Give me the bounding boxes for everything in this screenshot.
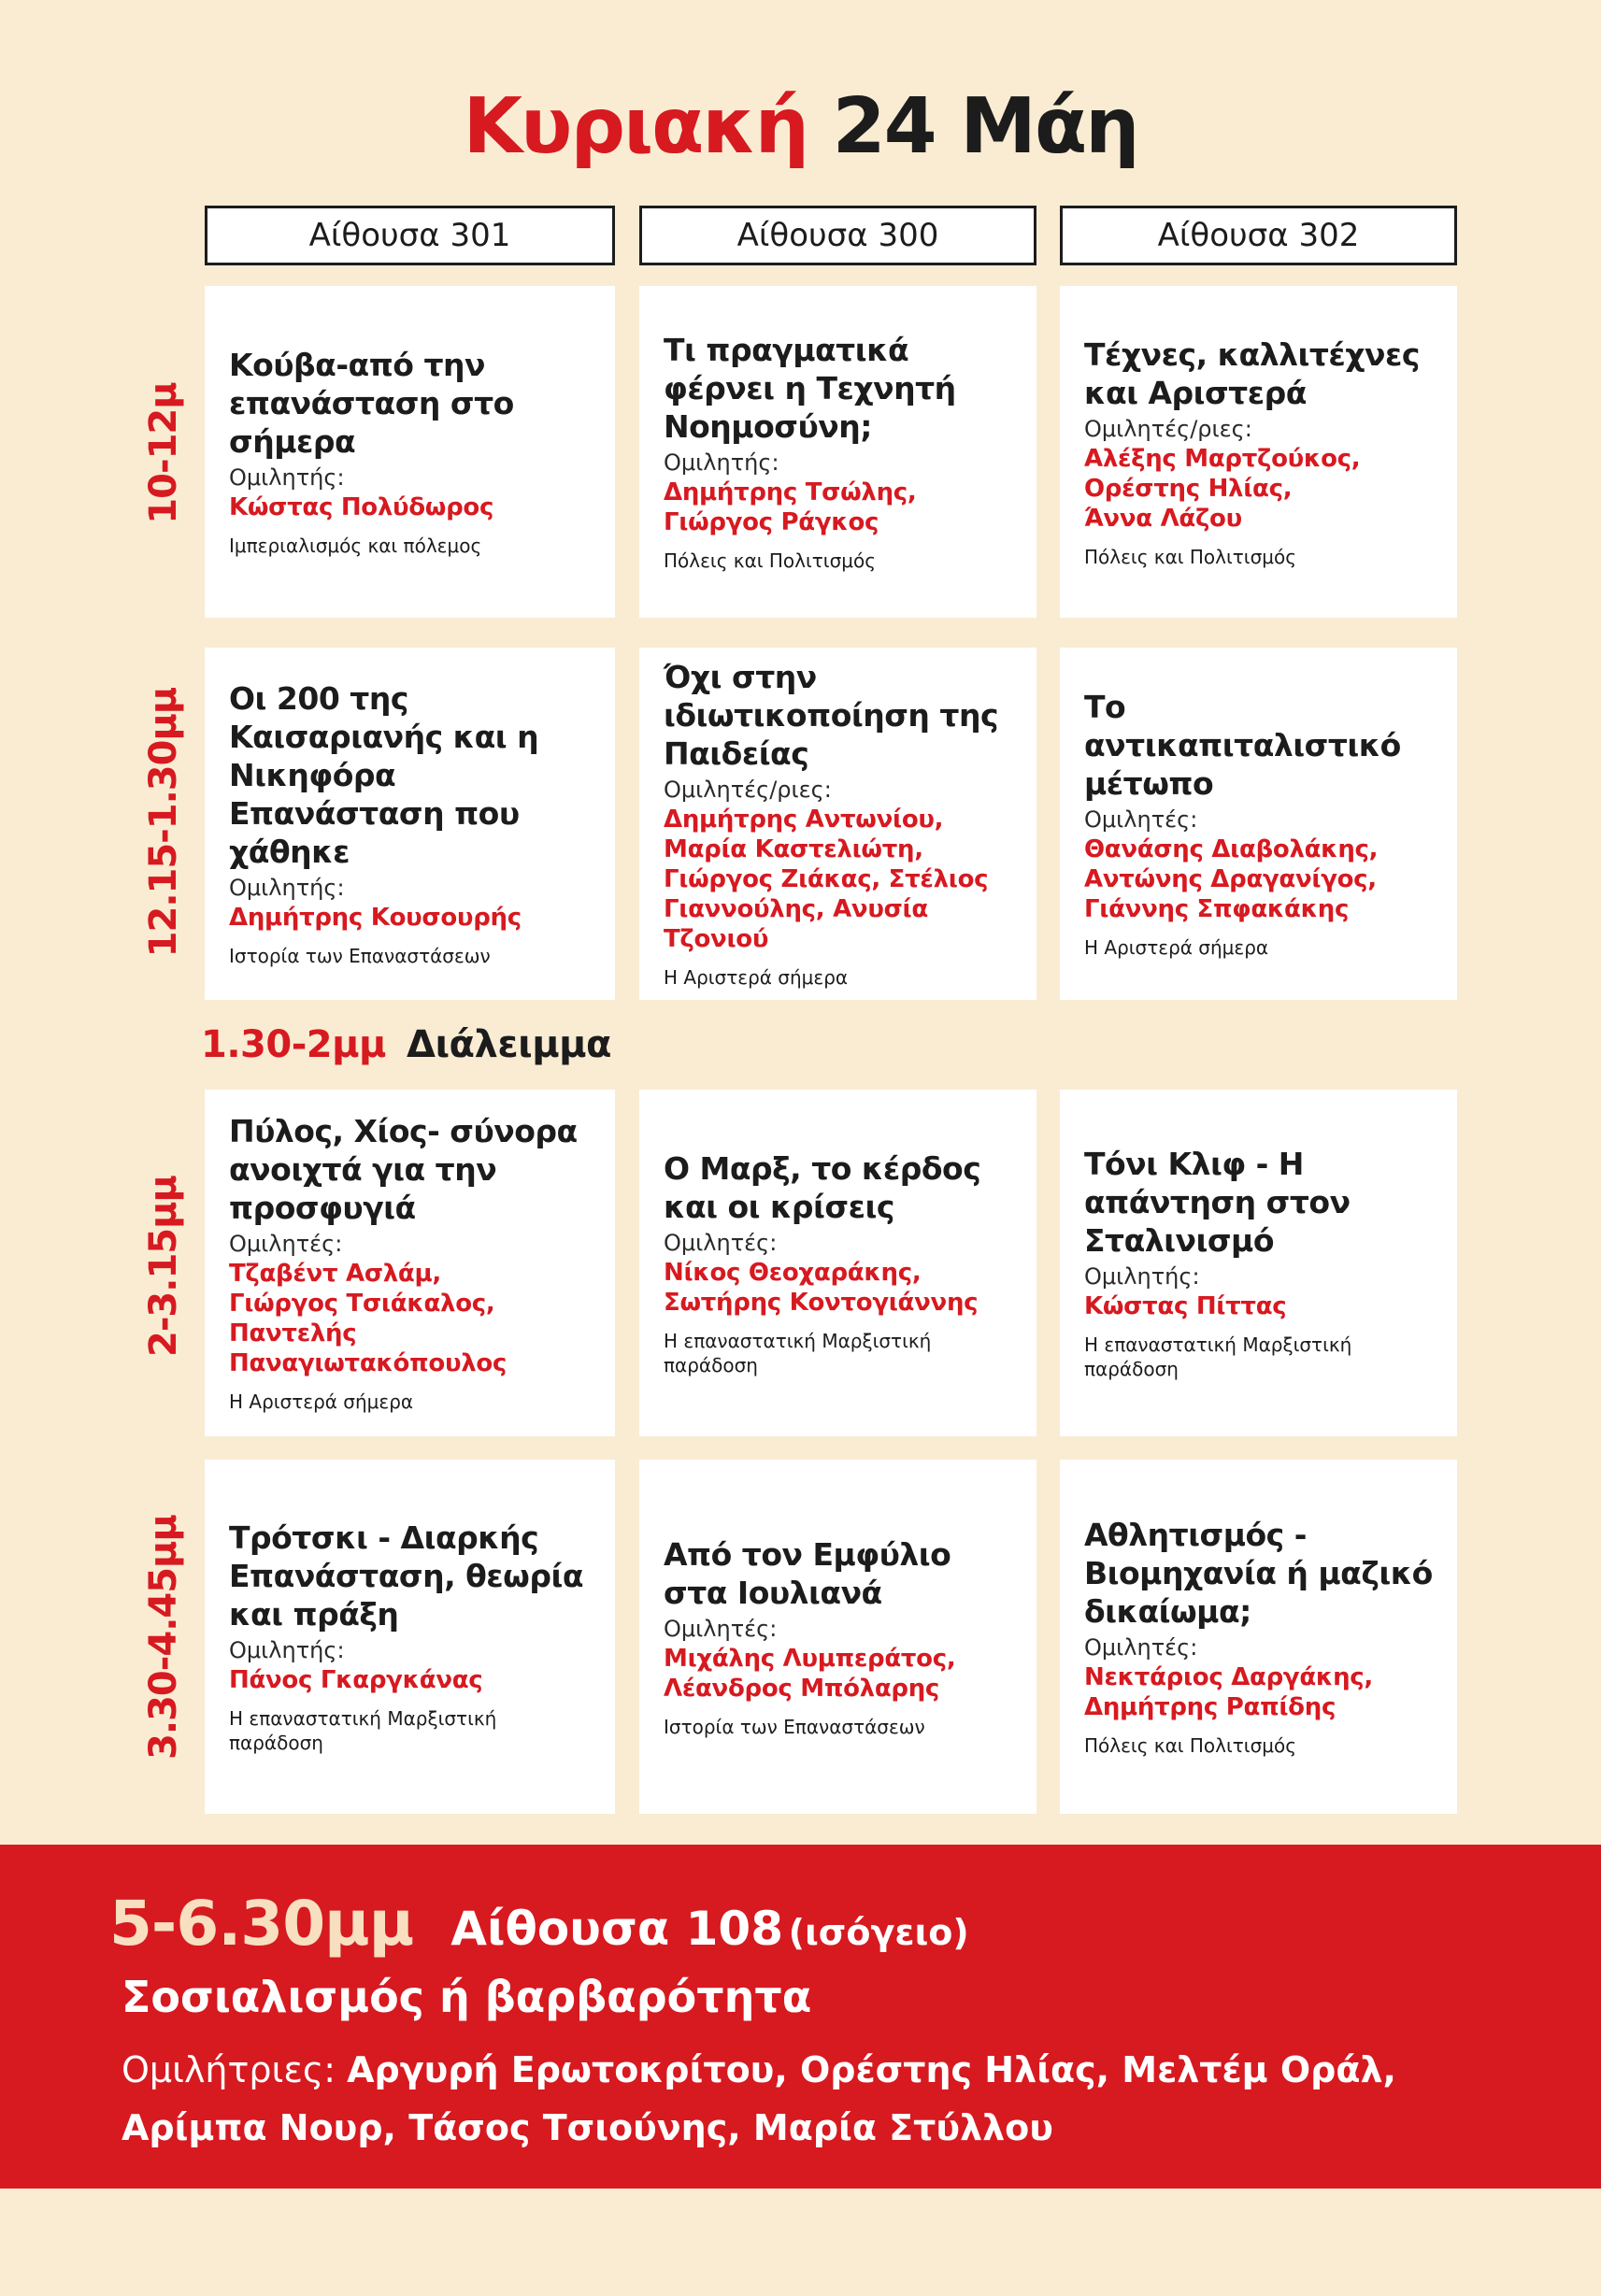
session-category: Η Αριστερά σήμερα [229, 1390, 414, 1413]
session-title: Όχι στην ιδιωτικοποίηση της Παιδείας [664, 659, 999, 772]
session-category: Η Αριστερά σήμερα [1084, 936, 1269, 959]
session-category: Ιστορία των Επαναστάσεων [664, 1715, 925, 1738]
session-card [205, 1460, 615, 1814]
closing-speakers-line1: Αργυρή Ερωτοκρίτου, Ορέστης Ηλίας, Μελτέμ Οράλ, [347, 2049, 1396, 2090]
speaker-name: Δημήτρης Ραπίδης [1084, 1693, 1337, 1721]
speaker-name: Λέανδρος Μπόλαρης [664, 1674, 940, 1703]
session-category: Πόλεις και Πολιτισμός [1084, 1734, 1296, 1757]
slot-time: 3.30-4.45μμ [142, 1515, 185, 1760]
speaker-role: Ομιλητές: [1084, 1634, 1198, 1661]
break-row [201, 1023, 612, 1066]
session-title: Ο Μαρξ, το κέρδος και οι κρίσεις [664, 1149, 981, 1225]
closing-role: Ομιλήτριες: [122, 2049, 336, 2090]
closing-title: Σοσιαλισμός ή βαρβαρότητα [122, 1972, 812, 2022]
session-title: Τρότσκι - Διαρκής Επανάσταση, θεωρία και πράξη [229, 1519, 583, 1633]
room-header-302: Αίθουσα 302 [1060, 206, 1457, 265]
closing-header [109, 1888, 969, 1960]
speaker-name: Γιαννούλης, Ανυσία Τζονιού [664, 895, 928, 953]
session-title: Τόνι Κλιφ - Η απάντηση στον Σταλινισμό [1084, 1146, 1351, 1259]
speaker-name: Δημήτρης Τσώλης, [664, 478, 917, 506]
page-title [0, 82, 1601, 171]
title-date: 24 Μάη [832, 82, 1138, 171]
session-title: Αθλητισμός - Βιομηχανία ή μαζικό δικαίωμα; [1084, 1517, 1433, 1630]
session-card [1060, 648, 1457, 1000]
session-title: Κούβα-από την επανάσταση στο σήμερα [229, 347, 514, 460]
speaker-name: Δημήτρης Αντωνίου, [664, 806, 944, 834]
session-card [639, 648, 1036, 1000]
session-card [205, 648, 615, 1000]
session-title: Πύλος, Χίος- σύνορα ανοιχτά για την προσφυγιά [229, 1113, 578, 1226]
session-card [205, 286, 615, 618]
session-category: Ιμπεριαλισμός και πόλεμος [229, 535, 482, 557]
closing-time: 5-6.30μμ [109, 1888, 414, 1960]
session-card [1060, 1460, 1457, 1814]
closing-room-note: (ισόγειο) [788, 1912, 969, 1953]
speaker-name: Πάνος Γκαργκάνας [229, 1666, 483, 1694]
room-header-300: Αίθουσα 300 [639, 206, 1036, 265]
speaker-name: Κώστας Πολύδωρος [229, 493, 494, 521]
session-title: Από τον Εμφύλιο στα Ιουλιανά [664, 1535, 951, 1611]
session-card [639, 1090, 1036, 1436]
speaker-name: Μιχάλης Λυμπεράτος, [664, 1644, 956, 1673]
session-category: Πόλεις και Πολιτισμός [664, 549, 876, 572]
speaker-name: Κώστας Πίττας [1084, 1292, 1287, 1320]
speaker-name: Ορέστης Ηλίας, [1084, 474, 1293, 503]
speaker-name: Σωτήρης Κοντογιάννης [664, 1288, 979, 1317]
closing-room: Αίθουσα 108 [450, 1902, 784, 1956]
speaker-name: Τζαβέντ Ασλάμ, [229, 1260, 441, 1288]
break-label: Διάλειμμα [407, 1023, 612, 1066]
speaker-role: Ομιλητές: [229, 1231, 343, 1257]
room-header-301: Αίθουσα 301 [205, 206, 615, 265]
speaker-name: Δημήτρης Κουσουρής [229, 904, 522, 932]
speaker-role: Ομιλητής: [229, 875, 345, 901]
speaker-role: Ομιλητές/ριες: [1084, 415, 1252, 442]
slot-time: 12.15-1.30μμ [142, 687, 185, 958]
slot-time: 10-12μ [142, 382, 185, 524]
closing-speakers [122, 2041, 1495, 2157]
session-category: Η επαναστατική Μαρξιστική παράδοση [229, 1707, 497, 1754]
session-category: Η επαναστατική Μαρξιστική παράδοση [1084, 1333, 1352, 1380]
speaker-name: Μαρία Καστελιώτη, [664, 835, 923, 863]
session-title: Οι 200 της Καισαριανής και η Νικηφόρα Επανάσταση που χάθηκε [229, 680, 539, 870]
break-time: 1.30-2μμ [201, 1023, 386, 1066]
speaker-name: Νεκτάριος Δαργάκης, [1084, 1663, 1373, 1691]
session-title: Τι πραγματικά φέρνει η Τεχνητή Νοημοσύνη; [664, 332, 956, 445]
session-card [639, 1460, 1036, 1814]
speaker-name: Γιάννης Σπφακάκης [1084, 895, 1350, 923]
speaker-name: Αλέξης Μαρτζούκος, [1084, 444, 1361, 473]
session-card [1060, 286, 1457, 618]
title-day: Κυριακή [463, 82, 808, 171]
speaker-name: Γιώργος Ζιάκας, Στέλιος [664, 865, 989, 893]
speaker-name: Νίκος Θεοχαράκης, [664, 1258, 922, 1287]
session-card [1060, 1090, 1457, 1436]
speaker-name: Γιώργος Τσιάκαλος, Παντελής [229, 1290, 495, 1348]
session-category: Η Αριστερά σήμερα [664, 966, 849, 989]
speaker-role: Ομιλητές/ριες: [664, 777, 832, 803]
closing-speakers-line2: Αρίμπα Νουρ, Τάσος Τσιούνης, Μαρία Στύλλου [122, 2107, 1053, 2148]
session-category: Πόλεις και Πολιτισμός [1084, 545, 1296, 568]
session-card [639, 286, 1036, 618]
session-title: Το αντικαπιταλιστικό μέτωπο [1084, 689, 1401, 802]
session-card [205, 1090, 615, 1436]
speaker-name: Άννα Λάζου [1084, 504, 1242, 533]
session-category: Ιστορία των Επαναστάσεων [229, 945, 491, 967]
closing-session-banner [0, 1845, 1601, 2189]
speaker-role: Ομιλητές: [664, 1615, 778, 1642]
speaker-name: Γιώργος Ράγκος [664, 508, 879, 536]
speaker-name: Αντώνης Δραγανίγος, [1084, 865, 1377, 893]
speaker-role: Ομιλητές: [664, 1229, 778, 1256]
session-title: Τέχνες, καλλιτέχνες και Αριστερά [1084, 335, 1420, 411]
speaker-role: Ομιλητές: [1084, 806, 1198, 833]
speaker-role: Ομιλητής: [229, 1637, 345, 1663]
speaker-name: Παναγιωτακόπουλος [229, 1349, 507, 1377]
session-category: Η επαναστατική Μαρξιστική παράδοση [664, 1329, 932, 1376]
speaker-role: Ομιλητής: [664, 449, 779, 476]
speaker-role: Ομιλητής: [1084, 1263, 1200, 1290]
speaker-name: Θανάσης Διαβολάκης, [1084, 835, 1379, 863]
slot-time: 2-3.15μμ [142, 1176, 185, 1357]
speaker-role: Ομιλητής: [229, 464, 345, 491]
